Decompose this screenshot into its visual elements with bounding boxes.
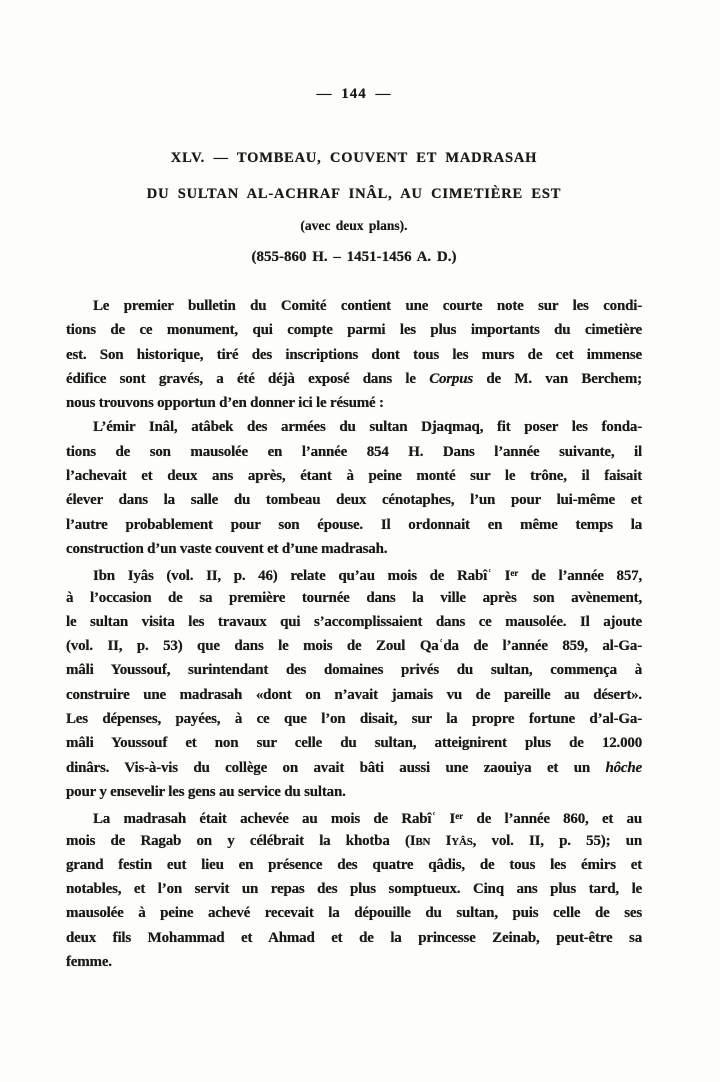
text-line: construire une madrasah «dont on n’avait jamais vu de pareille au désert».	[66, 686, 642, 703]
paragraph	[66, 561, 642, 804]
paragraph	[66, 294, 642, 415]
section-title-line1: XLV. — TOMBEAU, COUVENT ET MADRASAH	[170, 150, 538, 166]
paragraph	[66, 415, 642, 561]
text-line: construction d’un vaste couvent et d’une madrasah.	[66, 540, 388, 557]
text-line: édifice sont gravés, a été déjà exposé dans le Corpus de M. van Berchem;	[66, 370, 642, 387]
text-line: Les dépenses, payées, à ce que l’on disait, sur la propre fortune d’al-Ga-	[66, 711, 642, 728]
text-line: élever dans la salle du tombeau deux cénotaphes, l’un pour lui-même et	[66, 492, 642, 509]
text-line: dinârs. Vis-à-vis du collège on avait bâti aussi une zaouiya et un hôche	[66, 759, 642, 776]
section-title-line2: DU SULTAN AL-ACHRAF INÂL, AU CIMETIÈRE EST	[146, 186, 562, 202]
text-line: notables, et l’on servit un repas des plus somptueux. Cinq ans plus tard, le	[66, 881, 642, 898]
text-line: grand festin eut lieu en présence des quatre qâdis, de tous les émirs et	[66, 856, 642, 873]
text-line: nous trouvons opportun d’en donner ici le résumé :	[66, 395, 384, 412]
section-subtitle: (avec deux plans).	[300, 218, 408, 233]
text-line: mâli Youssouf et non sur celle du sultan, atteignirent plus de 12.000	[66, 735, 642, 752]
text-line: pour y ensevelir les gens au service du sultan.	[66, 783, 346, 800]
text-line: La madrasah était achevée au mois de Rabîʿ Ier de l’année 860, et au	[93, 811, 643, 828]
text-line: tions de son mausolée en l’année 854 H. Dans l’année suivante, il	[66, 443, 642, 460]
text-line: mois de Ragab on y célébrait la khotba (Ibn Iyâs, vol. II, p. 55); un	[66, 832, 642, 849]
text-line: tions de ce monument, qui compte parmi les plus importants du cimetière	[66, 322, 642, 339]
text-line: femme.	[66, 954, 112, 971]
text-line: deux fils Mohammad et Ahmad et de la princesse Zeinab, peut-être sa	[66, 929, 642, 946]
paragraph	[66, 804, 642, 974]
text-line: le sultan visita les travaux qui s’accomplissaient dans ce mausolée. Il ajoute	[66, 613, 642, 630]
text-line: mausolée à peine achevé recevait la dépouille du sultan, puis celle de ses	[66, 905, 642, 922]
text-line: (vol. II, p. 53) que dans le mois de Zoul Qaʿda de l’année 859, al-Ga-	[66, 638, 642, 655]
page-number: — 144 —	[316, 86, 392, 102]
text-line: l’autre probablement pour son épouse. Il ordonnait en même temps la	[66, 516, 642, 533]
section-date-range: (855-860 H. – 1451-1456 A. D.)	[251, 249, 457, 265]
text-line: L’émir Inâl, atâbek des armées du sultan Djaqmaq, fit poser les fonda-	[93, 419, 642, 436]
body-text	[66, 294, 642, 974]
text-line: l’achevait et deux ans après, étant à peine monté sur le trône, il faisait	[66, 468, 642, 485]
text-line: Le premier bulletin du Comité contient une courte note sur les condi-	[93, 298, 642, 314]
text-line: est. Son historique, tiré des inscriptions dont tous les murs de cet immense	[66, 346, 642, 363]
text-line: mâli Youssouf, surintendant des domaines privés du sultan, commença à	[66, 662, 642, 679]
text-line: à l’occasion de sa première tournée dans la ville après son avènement,	[66, 589, 642, 606]
page-content	[66, 86, 642, 974]
text-line: Ibn Iyâs (vol. II, p. 46) relate qu’au mois de Rabîʿ Ier de l’année 857,	[93, 568, 643, 585]
